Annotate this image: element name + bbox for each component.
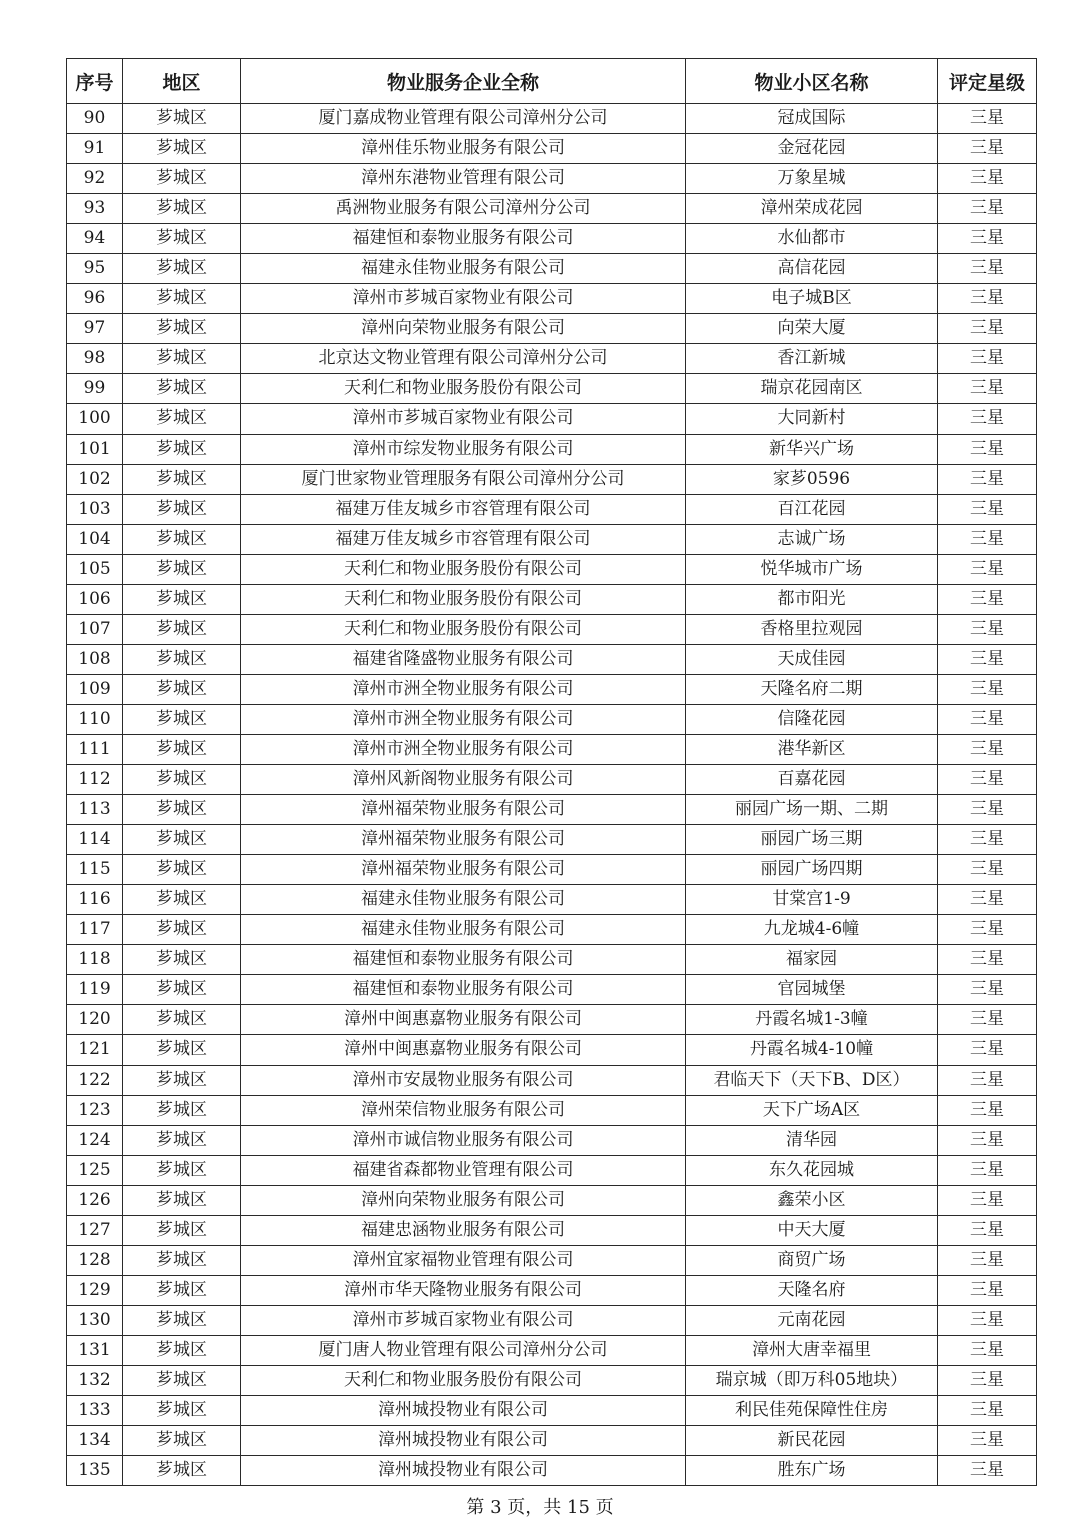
header-company: 物业服务企业全称 xyxy=(241,59,686,104)
row-community: 高信花园 xyxy=(686,254,938,284)
row-company: 漳州东港物业管理有限公司 xyxy=(241,164,686,194)
row-district: 芗城区 xyxy=(123,494,241,524)
row-community: 九龙城4-6幢 xyxy=(686,915,938,945)
row-rating: 三星 xyxy=(938,885,1037,915)
row-community: 元南花园 xyxy=(686,1305,938,1335)
row-district: 芗城区 xyxy=(123,1426,241,1456)
row-company: 漳州福荣物业服务有限公司 xyxy=(241,825,686,855)
row-rating: 三星 xyxy=(938,1305,1037,1335)
table-row xyxy=(67,494,1037,524)
table-row xyxy=(67,1275,1037,1305)
table-row xyxy=(67,104,1037,134)
row-district: 芗城区 xyxy=(123,795,241,825)
row-community: 冠成国际 xyxy=(686,104,938,134)
table-body xyxy=(67,104,1037,1486)
row-index: 112 xyxy=(67,765,123,795)
row-district: 芗城区 xyxy=(123,734,241,764)
row-community: 中天大厦 xyxy=(686,1215,938,1245)
table-row xyxy=(67,404,1037,434)
row-company: 福建忠涵物业服务有限公司 xyxy=(241,1215,686,1245)
table-row xyxy=(67,584,1037,614)
row-rating: 三星 xyxy=(938,494,1037,524)
row-company: 漳州城投物业有限公司 xyxy=(241,1396,686,1426)
row-company: 禹洲物业服务有限公司漳州分公司 xyxy=(241,194,686,224)
row-index: 125 xyxy=(67,1155,123,1185)
table-row xyxy=(67,224,1037,254)
row-rating: 三星 xyxy=(938,674,1037,704)
table-row xyxy=(67,134,1037,164)
row-index: 135 xyxy=(67,1456,123,1486)
table-row xyxy=(67,194,1037,224)
row-rating: 三星 xyxy=(938,404,1037,434)
row-company: 天利仁和物业服务股份有限公司 xyxy=(241,554,686,584)
row-community: 丽园广场四期 xyxy=(686,855,938,885)
header-district: 地区 xyxy=(123,59,241,104)
row-rating: 三星 xyxy=(938,704,1037,734)
row-district: 芗城区 xyxy=(123,614,241,644)
row-index: 122 xyxy=(67,1065,123,1095)
row-community: 利民佳苑保障性住房 xyxy=(686,1396,938,1426)
row-rating: 三星 xyxy=(938,224,1037,254)
table-row xyxy=(67,254,1037,284)
row-index: 115 xyxy=(67,855,123,885)
rating-table-container xyxy=(66,58,1036,1486)
table-row xyxy=(67,704,1037,734)
row-company: 漳州福荣物业服务有限公司 xyxy=(241,795,686,825)
table-row xyxy=(67,1125,1037,1155)
row-rating: 三星 xyxy=(938,915,1037,945)
row-index: 97 xyxy=(67,314,123,344)
row-rating: 三星 xyxy=(938,1065,1037,1095)
row-index: 114 xyxy=(67,825,123,855)
row-rating: 三星 xyxy=(938,1396,1037,1426)
table-row xyxy=(67,524,1037,554)
row-rating: 三星 xyxy=(938,644,1037,674)
row-company: 福建万佳友城乡市容管理有限公司 xyxy=(241,494,686,524)
page-number-text: 第 3 页，共 15 页 xyxy=(466,1497,614,1518)
table-row xyxy=(67,284,1037,314)
row-rating: 三星 xyxy=(938,734,1037,764)
row-company: 漳州中闽惠嘉物业服务有限公司 xyxy=(241,1005,686,1035)
table-row xyxy=(67,1185,1037,1215)
header-community: 物业小区名称 xyxy=(686,59,938,104)
row-community: 天下广场A区 xyxy=(686,1095,938,1125)
table-row xyxy=(67,885,1037,915)
row-company: 福建万佳友城乡市容管理有限公司 xyxy=(241,524,686,554)
row-rating: 三星 xyxy=(938,1365,1037,1395)
row-index: 111 xyxy=(67,734,123,764)
row-community: 百江花园 xyxy=(686,494,938,524)
row-index: 121 xyxy=(67,1035,123,1065)
row-district: 芗城区 xyxy=(123,404,241,434)
row-community: 志诚广场 xyxy=(686,524,938,554)
row-community: 大同新村 xyxy=(686,404,938,434)
table-row xyxy=(67,674,1037,704)
row-district: 芗城区 xyxy=(123,915,241,945)
row-district: 芗城区 xyxy=(123,434,241,464)
row-company: 漳州风新阁物业服务有限公司 xyxy=(241,765,686,795)
row-community: 瑞京城（即万科05地块） xyxy=(686,1365,938,1395)
row-index: 106 xyxy=(67,584,123,614)
row-index: 131 xyxy=(67,1335,123,1365)
row-company: 漳州市芗城百家物业有限公司 xyxy=(241,404,686,434)
row-company: 漳州市华天隆物业服务有限公司 xyxy=(241,1275,686,1305)
row-index: 94 xyxy=(67,224,123,254)
row-company: 福建永佳物业服务有限公司 xyxy=(241,915,686,945)
row-community: 向荣大厦 xyxy=(686,314,938,344)
row-rating: 三星 xyxy=(938,1456,1037,1486)
row-company: 漳州城投物业有限公司 xyxy=(241,1426,686,1456)
row-community: 新华兴广场 xyxy=(686,434,938,464)
row-rating: 三星 xyxy=(938,344,1037,374)
row-rating: 三星 xyxy=(938,1125,1037,1155)
row-district: 芗城区 xyxy=(123,885,241,915)
row-community: 水仙都市 xyxy=(686,224,938,254)
row-rating: 三星 xyxy=(938,584,1037,614)
row-company: 福建省森都物业管理有限公司 xyxy=(241,1155,686,1185)
row-district: 芗城区 xyxy=(123,1065,241,1095)
row-index: 110 xyxy=(67,704,123,734)
row-index: 130 xyxy=(67,1305,123,1335)
row-rating: 三星 xyxy=(938,284,1037,314)
table-row xyxy=(67,554,1037,584)
row-index: 134 xyxy=(67,1426,123,1456)
row-community: 甘棠宫1-9 xyxy=(686,885,938,915)
table-row xyxy=(67,915,1037,945)
table-row xyxy=(67,1426,1037,1456)
table-row xyxy=(67,975,1037,1005)
row-community: 鑫荣小区 xyxy=(686,1185,938,1215)
table-row xyxy=(67,1155,1037,1185)
row-community: 丹霞名城1-3幢 xyxy=(686,1005,938,1035)
table-row xyxy=(67,1215,1037,1245)
row-rating: 三星 xyxy=(938,1095,1037,1125)
table-row xyxy=(67,314,1037,344)
row-company: 天利仁和物业服务股份有限公司 xyxy=(241,584,686,614)
row-index: 118 xyxy=(67,945,123,975)
row-community: 香格里拉观园 xyxy=(686,614,938,644)
row-rating: 三星 xyxy=(938,1035,1037,1065)
table-row xyxy=(67,855,1037,885)
row-community: 君临天下（天下B、D区） xyxy=(686,1065,938,1095)
row-company: 福建永佳物业服务有限公司 xyxy=(241,885,686,915)
table-row xyxy=(67,1245,1037,1275)
row-company: 福建永佳物业服务有限公司 xyxy=(241,254,686,284)
row-community: 福家园 xyxy=(686,945,938,975)
row-company: 福建恒和泰物业服务有限公司 xyxy=(241,224,686,254)
row-index: 108 xyxy=(67,644,123,674)
row-community: 香江新城 xyxy=(686,344,938,374)
row-community: 信隆花园 xyxy=(686,704,938,734)
row-district: 芗城区 xyxy=(123,164,241,194)
row-district: 芗城区 xyxy=(123,344,241,374)
row-rating: 三星 xyxy=(938,104,1037,134)
row-company: 漳州市安晟物业服务有限公司 xyxy=(241,1065,686,1095)
row-index: 104 xyxy=(67,524,123,554)
table-row xyxy=(67,1456,1037,1486)
row-rating: 三星 xyxy=(938,614,1037,644)
row-rating: 三星 xyxy=(938,194,1037,224)
table-row xyxy=(67,945,1037,975)
row-district: 芗城区 xyxy=(123,1185,241,1215)
row-company: 漳州市综发物业服务有限公司 xyxy=(241,434,686,464)
table-row xyxy=(67,164,1037,194)
row-rating: 三星 xyxy=(938,254,1037,284)
row-rating: 三星 xyxy=(938,374,1037,404)
table-header-row xyxy=(67,59,1037,104)
property-rating-table xyxy=(66,58,1037,1486)
row-index: 105 xyxy=(67,554,123,584)
row-district: 芗城区 xyxy=(123,975,241,1005)
row-company: 天利仁和物业服务股份有限公司 xyxy=(241,374,686,404)
row-rating: 三星 xyxy=(938,1245,1037,1275)
row-index: 109 xyxy=(67,674,123,704)
row-community: 胜东广场 xyxy=(686,1456,938,1486)
header-rating: 评定星级 xyxy=(938,59,1037,104)
row-district: 芗城区 xyxy=(123,224,241,254)
row-district: 芗城区 xyxy=(123,1245,241,1275)
row-index: 132 xyxy=(67,1365,123,1395)
row-district: 芗城区 xyxy=(123,765,241,795)
row-index: 100 xyxy=(67,404,123,434)
row-rating: 三星 xyxy=(938,975,1037,1005)
row-company: 漳州荣信物业服务有限公司 xyxy=(241,1095,686,1125)
row-district: 芗城区 xyxy=(123,674,241,704)
row-index: 101 xyxy=(67,434,123,464)
row-community: 天成佳园 xyxy=(686,644,938,674)
row-district: 芗城区 xyxy=(123,464,241,494)
row-district: 芗城区 xyxy=(123,1456,241,1486)
row-rating: 三星 xyxy=(938,1185,1037,1215)
row-company: 漳州佳乐物业服务有限公司 xyxy=(241,134,686,164)
table-row xyxy=(67,1065,1037,1095)
row-company: 漳州城投物业有限公司 xyxy=(241,1456,686,1486)
row-district: 芗城区 xyxy=(123,1305,241,1335)
row-community: 清华园 xyxy=(686,1125,938,1155)
row-index: 116 xyxy=(67,885,123,915)
table-row xyxy=(67,1335,1037,1365)
row-community: 官园城堡 xyxy=(686,975,938,1005)
table-row xyxy=(67,1035,1037,1065)
row-community: 悦华城市广场 xyxy=(686,554,938,584)
row-rating: 三星 xyxy=(938,945,1037,975)
table-row xyxy=(67,614,1037,644)
table-row xyxy=(67,374,1037,404)
table-row xyxy=(67,1095,1037,1125)
row-district: 芗城区 xyxy=(123,524,241,554)
table-row xyxy=(67,734,1037,764)
row-district: 芗城区 xyxy=(123,554,241,584)
row-rating: 三星 xyxy=(938,795,1037,825)
row-district: 芗城区 xyxy=(123,1335,241,1365)
row-district: 芗城区 xyxy=(123,825,241,855)
row-district: 芗城区 xyxy=(123,584,241,614)
row-community: 丽园广场三期 xyxy=(686,825,938,855)
row-rating: 三星 xyxy=(938,855,1037,885)
row-index: 117 xyxy=(67,915,123,945)
row-rating: 三星 xyxy=(938,524,1037,554)
row-district: 芗城区 xyxy=(123,104,241,134)
row-index: 103 xyxy=(67,494,123,524)
row-rating: 三星 xyxy=(938,134,1037,164)
row-company: 漳州市芗城百家物业有限公司 xyxy=(241,284,686,314)
row-community: 漳州荣成花园 xyxy=(686,194,938,224)
row-district: 芗城区 xyxy=(123,1155,241,1185)
row-company: 福建恒和泰物业服务有限公司 xyxy=(241,975,686,1005)
table-row xyxy=(67,795,1037,825)
row-community: 天隆名府二期 xyxy=(686,674,938,704)
row-index: 123 xyxy=(67,1095,123,1125)
row-community: 丹霞名城4-10幢 xyxy=(686,1035,938,1065)
row-index: 102 xyxy=(67,464,123,494)
row-index: 98 xyxy=(67,344,123,374)
row-community: 金冠花园 xyxy=(686,134,938,164)
table-row xyxy=(67,765,1037,795)
row-company: 漳州市芗城百家物业有限公司 xyxy=(241,1305,686,1335)
row-index: 127 xyxy=(67,1215,123,1245)
row-district: 芗城区 xyxy=(123,1125,241,1155)
row-community: 万象星城 xyxy=(686,164,938,194)
row-index: 91 xyxy=(67,134,123,164)
row-district: 芗城区 xyxy=(123,644,241,674)
row-index: 119 xyxy=(67,975,123,1005)
table-row xyxy=(67,825,1037,855)
row-company: 漳州宜家福物业管理有限公司 xyxy=(241,1245,686,1275)
row-company: 漳州市诚信物业服务有限公司 xyxy=(241,1125,686,1155)
row-index: 99 xyxy=(67,374,123,404)
row-community: 东久花园城 xyxy=(686,1155,938,1185)
row-community: 丽园广场一期、二期 xyxy=(686,795,938,825)
row-rating: 三星 xyxy=(938,1426,1037,1456)
row-district: 芗城区 xyxy=(123,254,241,284)
row-community: 漳州大唐幸福里 xyxy=(686,1335,938,1365)
row-rating: 三星 xyxy=(938,1155,1037,1185)
row-rating: 三星 xyxy=(938,464,1037,494)
row-rating: 三星 xyxy=(938,434,1037,464)
row-community: 港华新区 xyxy=(686,734,938,764)
header-index: 序号 xyxy=(67,59,123,104)
row-company: 福建省隆盛物业服务有限公司 xyxy=(241,644,686,674)
row-rating: 三星 xyxy=(938,1005,1037,1035)
row-community: 天隆名府 xyxy=(686,1275,938,1305)
row-company: 漳州市洲全物业服务有限公司 xyxy=(241,704,686,734)
row-index: 95 xyxy=(67,254,123,284)
row-rating: 三星 xyxy=(938,1275,1037,1305)
row-district: 芗城区 xyxy=(123,1365,241,1395)
row-community: 家芗0596 xyxy=(686,464,938,494)
row-district: 芗城区 xyxy=(123,855,241,885)
row-company: 厦门世家物业管理服务有限公司漳州分公司 xyxy=(241,464,686,494)
row-district: 芗城区 xyxy=(123,374,241,404)
table-row xyxy=(67,1005,1037,1035)
row-district: 芗城区 xyxy=(123,284,241,314)
row-company: 漳州市洲全物业服务有限公司 xyxy=(241,674,686,704)
table-row xyxy=(67,434,1037,464)
row-community: 瑞京花园南区 xyxy=(686,374,938,404)
table-row xyxy=(67,1396,1037,1426)
row-rating: 三星 xyxy=(938,765,1037,795)
row-district: 芗城区 xyxy=(123,194,241,224)
row-company: 漳州福荣物业服务有限公司 xyxy=(241,855,686,885)
row-rating: 三星 xyxy=(938,164,1037,194)
row-community: 百嘉花园 xyxy=(686,765,938,795)
table-row xyxy=(67,464,1037,494)
row-company: 天利仁和物业服务股份有限公司 xyxy=(241,614,686,644)
row-company: 北京达文物业管理有限公司漳州分公司 xyxy=(241,344,686,374)
table-row xyxy=(67,1365,1037,1395)
page-footer xyxy=(0,1493,1080,1519)
row-district: 芗城区 xyxy=(123,134,241,164)
row-index: 113 xyxy=(67,795,123,825)
row-index: 120 xyxy=(67,1005,123,1035)
row-company: 厦门嘉成物业管理有限公司漳州分公司 xyxy=(241,104,686,134)
row-company: 漳州市洲全物业服务有限公司 xyxy=(241,734,686,764)
row-index: 128 xyxy=(67,1245,123,1275)
table-row xyxy=(67,1305,1037,1335)
row-company: 漳州中闽惠嘉物业服务有限公司 xyxy=(241,1035,686,1065)
row-district: 芗城区 xyxy=(123,314,241,344)
row-index: 126 xyxy=(67,1185,123,1215)
row-company: 厦门唐人物业管理有限公司漳州分公司 xyxy=(241,1335,686,1365)
row-index: 129 xyxy=(67,1275,123,1305)
row-rating: 三星 xyxy=(938,554,1037,584)
table-row xyxy=(67,644,1037,674)
row-community: 都市阳光 xyxy=(686,584,938,614)
row-district: 芗城区 xyxy=(123,1095,241,1125)
row-index: 107 xyxy=(67,614,123,644)
row-company: 天利仁和物业服务股份有限公司 xyxy=(241,1365,686,1395)
row-district: 芗城区 xyxy=(123,1035,241,1065)
row-index: 93 xyxy=(67,194,123,224)
row-company: 漳州向荣物业服务有限公司 xyxy=(241,314,686,344)
row-district: 芗城区 xyxy=(123,1005,241,1035)
row-rating: 三星 xyxy=(938,825,1037,855)
table-row xyxy=(67,344,1037,374)
row-index: 92 xyxy=(67,164,123,194)
row-community: 新民花园 xyxy=(686,1426,938,1456)
row-rating: 三星 xyxy=(938,1215,1037,1245)
row-district: 芗城区 xyxy=(123,945,241,975)
row-company: 福建恒和泰物业服务有限公司 xyxy=(241,945,686,975)
row-community: 电子城B区 xyxy=(686,284,938,314)
row-index: 96 xyxy=(67,284,123,314)
row-district: 芗城区 xyxy=(123,704,241,734)
row-district: 芗城区 xyxy=(123,1215,241,1245)
row-district: 芗城区 xyxy=(123,1396,241,1426)
row-index: 124 xyxy=(67,1125,123,1155)
row-index: 133 xyxy=(67,1396,123,1426)
row-community: 商贸广场 xyxy=(686,1245,938,1275)
row-district: 芗城区 xyxy=(123,1275,241,1305)
row-index: 90 xyxy=(67,104,123,134)
row-company: 漳州向荣物业服务有限公司 xyxy=(241,1185,686,1215)
row-rating: 三星 xyxy=(938,1335,1037,1365)
row-rating: 三星 xyxy=(938,314,1037,344)
